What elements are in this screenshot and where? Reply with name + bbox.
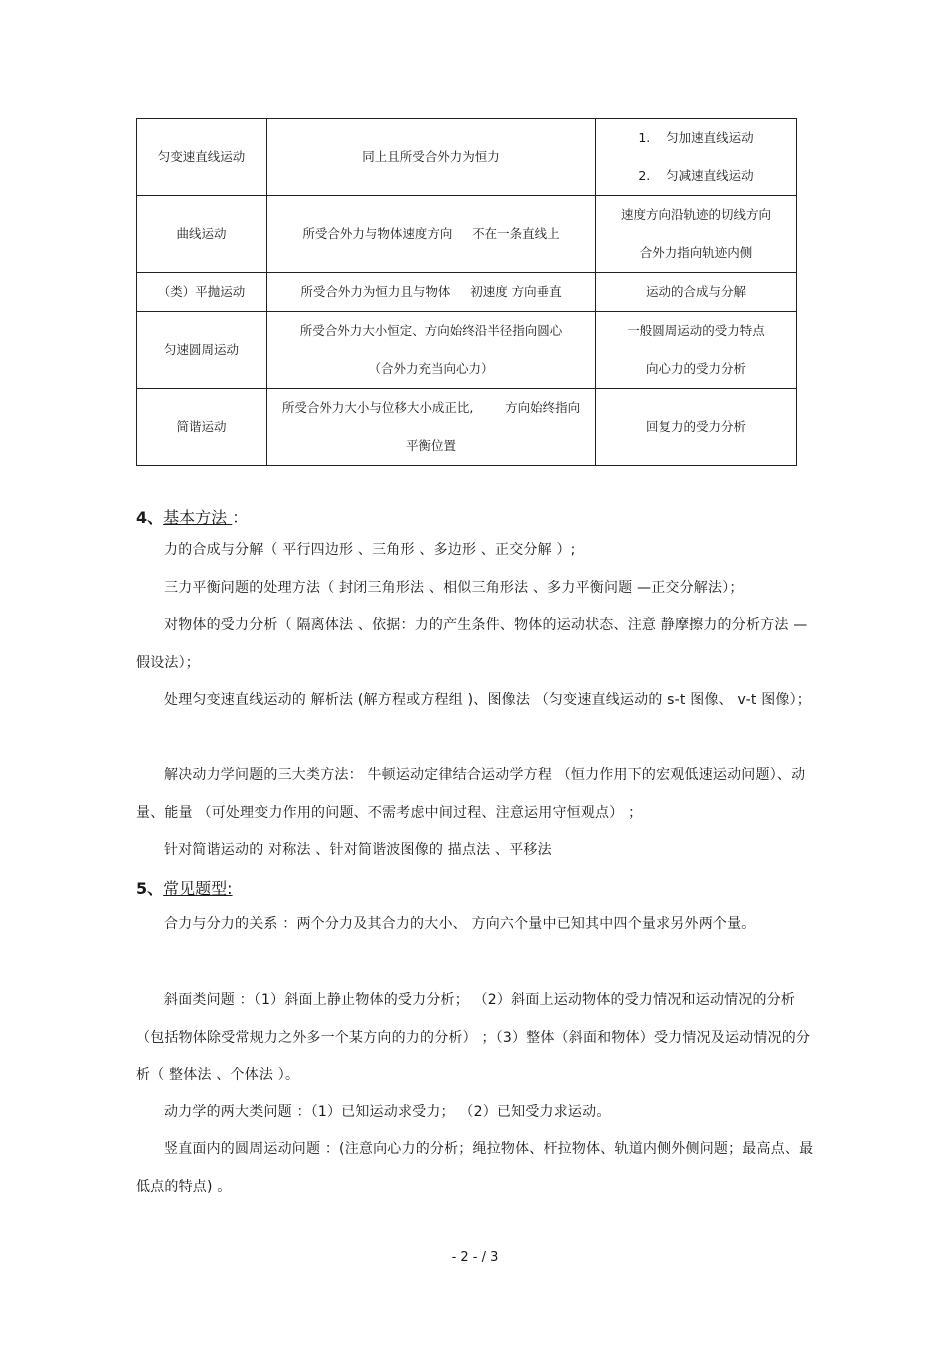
table-row: [137, 119, 797, 196]
motion-name-cell: [137, 389, 267, 466]
method-paragraph: 解决动力学问题的三大类方法： 牛顿运动定律结合运动学方程 （恒力作用下的宏观低速运动问题）、动量、能量 （可处理变力作用的问题、不需考虑中间过程、注意运用守恒观点） ；: [136, 767, 806, 821]
condition-line: 所受合外力与物体速度方向 不在一条直线上: [302, 226, 560, 241]
method-paragraph: 力的合成与分解（ 平行四边形 、三角形 、多边形 、正交分解 ）;: [164, 542, 576, 558]
question-type-paragraph: 动力学的两大类问题 ：（1）已知运动求受力； （2）已知受力求运动。: [164, 1104, 611, 1120]
motion-name: 匀变速直线运动: [157, 149, 246, 164]
condition-cell: [267, 389, 596, 466]
motion-name: 匀速圆周运动: [163, 342, 239, 357]
section-4-heading: [136, 506, 248, 530]
question-type-paragraph: 斜面类问题 ：（1）斜面上静止物体的受力分析； （2）斜面上运动物体的受力情况和运动情况的分析（包括物体除受常规力之外多一个某方向的力的分析） ；（3）整体（斜面和物体）受力情况及运动情况的分析（ 整体法 、个体法 ）。: [136, 992, 811, 1083]
condition-cell: [267, 273, 596, 312]
condition-line: （合外力充当向心力）: [368, 361, 494, 376]
method-paragraph: 三力平衡问题的处理方法（ 封闭三角形法 、相似三角形法 、多力平衡问题 —正交分解法）；: [164, 580, 744, 596]
section-colon: ：: [232, 508, 249, 527]
condition-cell: [267, 196, 596, 273]
condition-line: 所受合外力为恒力且与物体 初速度 方向垂直: [300, 284, 562, 299]
method-paragraph: 对物体的受力分析（ 隔离体法 、依据：力的产生条件、物体的运动状态、注意 静摩擦力的分析方法 —假设法）；: [136, 617, 808, 671]
question-type-paragraph: 合力与分力的关系 ：两个分力及其合力的大小、 方向六个量中已知其中四个量求另外两个量。: [164, 916, 756, 932]
note-line: 回复力的受力分析: [645, 419, 746, 434]
condition-cell: [267, 119, 596, 196]
motion-name-cell: [137, 119, 267, 196]
method-paragraph: 针对简谐运动的 对称法 、针对简谐波图像的 描点法 、平移法: [164, 842, 552, 858]
page-number: - 2 - / 3: [451, 1250, 499, 1265]
note-line: 1. 匀加速直线运动: [638, 130, 754, 145]
condition-cell: [267, 312, 596, 389]
table-row: [137, 312, 797, 389]
notes-cell: [596, 196, 797, 273]
section-title: 常见题型:: [163, 879, 233, 898]
notes-cell: [596, 273, 797, 312]
method-paragraph: 处理匀变速直线运动的 解析法 (解方程或方程组 )、图像法 （匀变速直线运动的 s-t 图像、 v-t 图像）；: [164, 692, 812, 708]
section-5-heading: [136, 877, 233, 901]
table-row: [137, 196, 797, 273]
note-line: 2. 匀减速直线运动: [638, 168, 754, 183]
condition-line: 所受合外力大小恒定、方向始终沿半径指向圆心: [299, 323, 563, 338]
notes-cell: [596, 119, 797, 196]
notes-cell: [596, 312, 797, 389]
motion-table: [136, 118, 797, 466]
section-number: 5、: [136, 879, 164, 898]
notes-cell: [596, 389, 797, 466]
motion-name-cell: [137, 196, 267, 273]
table-row: [137, 273, 797, 312]
motion-name: 曲线运动: [176, 226, 227, 241]
note-line: 运动的合成与分解: [645, 284, 746, 299]
condition-line: 同上且所受合外力为恒力: [362, 149, 500, 164]
motion-name-cell: [137, 273, 267, 312]
table-row: [137, 389, 797, 466]
section-number: 4、: [136, 508, 164, 527]
note-line: 速度方向沿轨迹的切线方向: [620, 207, 771, 222]
motion-table-body: [137, 119, 797, 466]
motion-name-cell: [137, 312, 267, 389]
condition-line: 平衡位置: [405, 438, 456, 453]
question-type-paragraph: 竖直面内的圆周运动问题 ：(注意向心力的分析；绳拉物体、杆拉物体、轨道内侧外侧问题；最高点、最低点的特点) 。: [136, 1141, 814, 1195]
motion-name: 简谐运动: [176, 419, 227, 434]
section-title: 基本方法: [163, 508, 233, 527]
note-line: 一般圆周运动的受力特点: [627, 323, 765, 338]
note-line: 向心力的受力分析: [645, 361, 746, 376]
note-line: 合外力指向轨迹内侧: [639, 245, 753, 260]
motion-name: （类）平抛运动: [157, 284, 246, 299]
condition-line: 所受合外力大小与位移大小成正比, 方向始终指向: [281, 400, 581, 415]
